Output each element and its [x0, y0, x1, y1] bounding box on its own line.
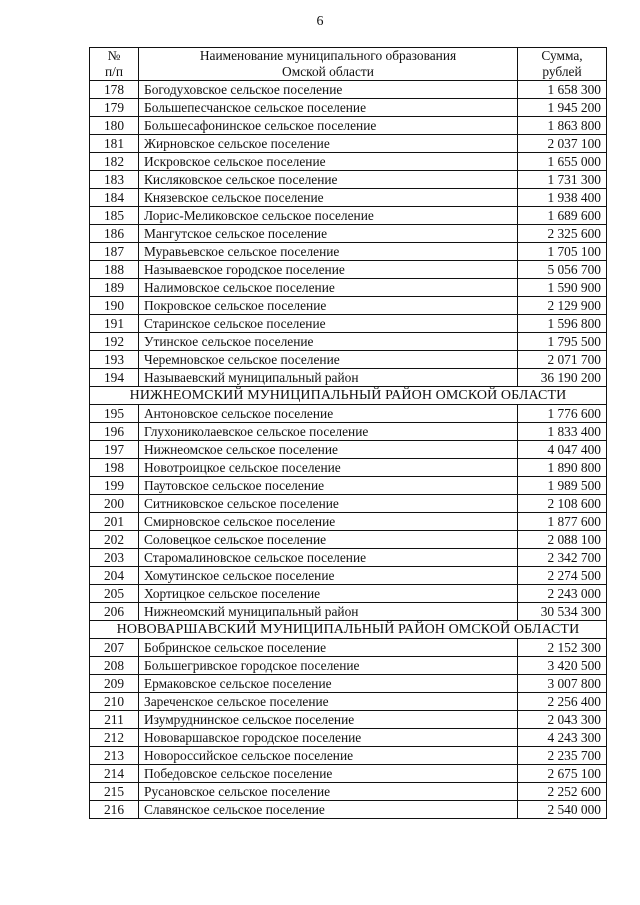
row-number: 193	[90, 351, 139, 369]
row-number: 206	[90, 603, 139, 621]
header-name	[139, 48, 518, 81]
table-row	[90, 261, 607, 279]
row-sum: 2 274 500	[518, 567, 607, 585]
table-row	[90, 153, 607, 171]
row-name: Славянское сельское поселение	[139, 801, 518, 819]
header-number-line2: п/п	[104, 64, 124, 79]
row-number: 191	[90, 315, 139, 333]
row-sum: 2 243 000	[518, 585, 607, 603]
row-sum: 2 043 300	[518, 711, 607, 729]
table-row	[90, 405, 607, 423]
row-sum: 2 540 000	[518, 801, 607, 819]
row-name: Кисляковское сельское поселение	[139, 171, 518, 189]
row-sum: 2 152 300	[518, 639, 607, 657]
section-title: НИЖНЕОМСКИЙ МУНИЦИПАЛЬНЫЙ РАЙОН ОМСКОЙ ОБЛАСТИ	[90, 387, 607, 405]
row-sum: 1 877 600	[518, 513, 607, 531]
row-number: 178	[90, 81, 139, 99]
page-number: 6	[316, 14, 324, 29]
table-row	[90, 333, 607, 351]
row-name: Паутовское сельское поселение	[139, 477, 518, 495]
table-row	[90, 657, 607, 675]
row-number: 196	[90, 423, 139, 441]
row-sum: 5 056 700	[518, 261, 607, 279]
row-number: 211	[90, 711, 139, 729]
header-sum-line2: рублей	[542, 64, 582, 79]
row-number: 194	[90, 369, 139, 387]
row-sum: 2 675 100	[518, 765, 607, 783]
table-row	[90, 603, 607, 621]
row-name: Налимовское сельское поселение	[139, 279, 518, 297]
row-name: Мангутское сельское поселение	[139, 225, 518, 243]
row-number: 200	[90, 495, 139, 513]
row-sum: 3 420 500	[518, 657, 607, 675]
table-row	[90, 783, 607, 801]
row-number: 213	[90, 747, 139, 765]
row-name: Черемновское сельское поселение	[139, 351, 518, 369]
table-row	[90, 207, 607, 225]
row-number: 199	[90, 477, 139, 495]
row-sum: 2 256 400	[518, 693, 607, 711]
row-number: 189	[90, 279, 139, 297]
row-number: 182	[90, 153, 139, 171]
row-number: 197	[90, 441, 139, 459]
row-number: 180	[90, 117, 139, 135]
table-row	[90, 81, 607, 99]
row-number: 216	[90, 801, 139, 819]
table-row	[90, 423, 607, 441]
section-row	[90, 387, 607, 405]
table-row	[90, 675, 607, 693]
table-row	[90, 531, 607, 549]
table-row	[90, 297, 607, 315]
table-row	[90, 351, 607, 369]
row-name: Большепесчанское сельское поселение	[139, 99, 518, 117]
header-sum-line1: Сумма,	[541, 48, 583, 63]
row-number: 212	[90, 729, 139, 747]
row-sum: 2 071 700	[518, 351, 607, 369]
row-name: Нижнеомский муниципальный район	[139, 603, 518, 621]
row-sum: 1 989 500	[518, 477, 607, 495]
table-row	[90, 801, 607, 819]
row-sum: 1 655 000	[518, 153, 607, 171]
header-row	[90, 48, 607, 81]
table-row	[90, 315, 607, 333]
row-sum: 4 243 300	[518, 729, 607, 747]
table-row	[90, 567, 607, 585]
table-row	[90, 171, 607, 189]
row-name: Искровское сельское поселение	[139, 153, 518, 171]
row-name: Ситниковское сельское поселение	[139, 495, 518, 513]
row-sum: 1 596 800	[518, 315, 607, 333]
row-sum: 1 863 800	[518, 117, 607, 135]
table-row	[90, 279, 607, 297]
row-number: 188	[90, 261, 139, 279]
row-number: 201	[90, 513, 139, 531]
table-row	[90, 225, 607, 243]
row-number: 181	[90, 135, 139, 153]
row-sum: 2 342 700	[518, 549, 607, 567]
row-name: Покровское сельское поселение	[139, 297, 518, 315]
row-sum: 2 325 600	[518, 225, 607, 243]
row-sum: 1 833 400	[518, 423, 607, 441]
row-number: 190	[90, 297, 139, 315]
row-name: Новороссийское сельское поселение	[139, 747, 518, 765]
row-number: 202	[90, 531, 139, 549]
table-row	[90, 369, 607, 387]
row-sum: 1 590 900	[518, 279, 607, 297]
row-name: Большегривское городское поселение	[139, 657, 518, 675]
row-name: Утинское сельское поселение	[139, 333, 518, 351]
row-sum: 2 252 600	[518, 783, 607, 801]
row-name: Нововаршавское городское поселение	[139, 729, 518, 747]
table-row	[90, 99, 607, 117]
row-name: Глухониколаевское сельское поселение	[139, 423, 518, 441]
row-number: 187	[90, 243, 139, 261]
table-row	[90, 441, 607, 459]
row-name: Антоновское сельское поселение	[139, 405, 518, 423]
row-name: Старинское сельское поселение	[139, 315, 518, 333]
row-name: Называевский муниципальный район	[139, 369, 518, 387]
row-number: 192	[90, 333, 139, 351]
table-row	[90, 117, 607, 135]
table-header	[90, 48, 607, 81]
header-sum	[518, 48, 607, 81]
row-number: 208	[90, 657, 139, 675]
row-number: 210	[90, 693, 139, 711]
row-sum: 1 795 500	[518, 333, 607, 351]
row-sum: 1 938 400	[518, 189, 607, 207]
header-number	[90, 48, 139, 81]
row-number: 205	[90, 585, 139, 603]
allocation-table	[89, 47, 607, 819]
row-number: 204	[90, 567, 139, 585]
row-sum: 1 705 100	[518, 243, 607, 261]
table-row	[90, 639, 607, 657]
row-name: Старомалиновское сельское поселение	[139, 549, 518, 567]
row-name: Муравьевское сельское поселение	[139, 243, 518, 261]
row-sum: 30 534 300	[518, 603, 607, 621]
row-name: Нижнеомское сельское поселение	[139, 441, 518, 459]
row-number: 207	[90, 639, 139, 657]
row-name: Богодуховское сельское поселение	[139, 81, 518, 99]
table-row	[90, 477, 607, 495]
row-sum: 36 190 200	[518, 369, 607, 387]
row-sum: 2 129 900	[518, 297, 607, 315]
row-sum: 1 658 300	[518, 81, 607, 99]
section-title: НОВОВАРШАВСКИЙ МУНИЦИПАЛЬНЫЙ РАЙОН ОМСКОЙ ОБЛАСТИ	[90, 621, 607, 639]
table-row	[90, 513, 607, 531]
row-sum: 2 108 600	[518, 495, 607, 513]
row-sum: 1 731 300	[518, 171, 607, 189]
row-sum: 2 088 100	[518, 531, 607, 549]
row-number: 195	[90, 405, 139, 423]
row-number: 183	[90, 171, 139, 189]
row-number: 209	[90, 675, 139, 693]
row-sum: 3 007 800	[518, 675, 607, 693]
row-name: Лорис-Меликовское сельское поселение	[139, 207, 518, 225]
row-name: Бобринское сельское поселение	[139, 639, 518, 657]
row-name: Хортицкое сельское поселение	[139, 585, 518, 603]
table-body	[90, 81, 607, 819]
header-name-line1: Наименование муниципального образования	[199, 48, 457, 63]
row-name: Новотроицкое сельское поселение	[139, 459, 518, 477]
row-number: 214	[90, 765, 139, 783]
row-sum: 1 945 200	[518, 99, 607, 117]
table-row	[90, 243, 607, 261]
row-name: Ермаковское сельское поселение	[139, 675, 518, 693]
header-name-line2: Омской области	[282, 64, 374, 79]
table-row	[90, 585, 607, 603]
row-number: 179	[90, 99, 139, 117]
row-name: Смирновское сельское поселение	[139, 513, 518, 531]
table-row	[90, 729, 607, 747]
table-row	[90, 747, 607, 765]
section-row	[90, 621, 607, 639]
row-number: 215	[90, 783, 139, 801]
row-name: Соловецкое сельское поселение	[139, 531, 518, 549]
row-number: 185	[90, 207, 139, 225]
row-number: 198	[90, 459, 139, 477]
table-row	[90, 711, 607, 729]
row-sum: 2 235 700	[518, 747, 607, 765]
table-row	[90, 549, 607, 567]
row-sum: 1 776 600	[518, 405, 607, 423]
row-sum: 1 689 600	[518, 207, 607, 225]
row-name: Называевское городское поселение	[139, 261, 518, 279]
table-row	[90, 693, 607, 711]
row-name: Победовское сельское поселение	[139, 765, 518, 783]
table-row	[90, 135, 607, 153]
row-sum: 2 037 100	[518, 135, 607, 153]
row-number: 186	[90, 225, 139, 243]
header-number-line1: №	[107, 48, 121, 63]
row-name: Князевское сельское поселение	[139, 189, 518, 207]
row-number: 203	[90, 549, 139, 567]
table-row	[90, 765, 607, 783]
row-name: Большесафонинское сельское поселение	[139, 117, 518, 135]
row-name: Изумруднинское сельское поселение	[139, 711, 518, 729]
table-row	[90, 189, 607, 207]
row-name: Хомутинское сельское поселение	[139, 567, 518, 585]
table-row	[90, 495, 607, 513]
row-sum: 1 890 800	[518, 459, 607, 477]
row-name: Жирновское сельское поселение	[139, 135, 518, 153]
row-name: Зареченское сельское поселение	[139, 693, 518, 711]
row-sum: 4 047 400	[518, 441, 607, 459]
row-number: 184	[90, 189, 139, 207]
table-row	[90, 459, 607, 477]
row-name: Русановское сельское поселение	[139, 783, 518, 801]
